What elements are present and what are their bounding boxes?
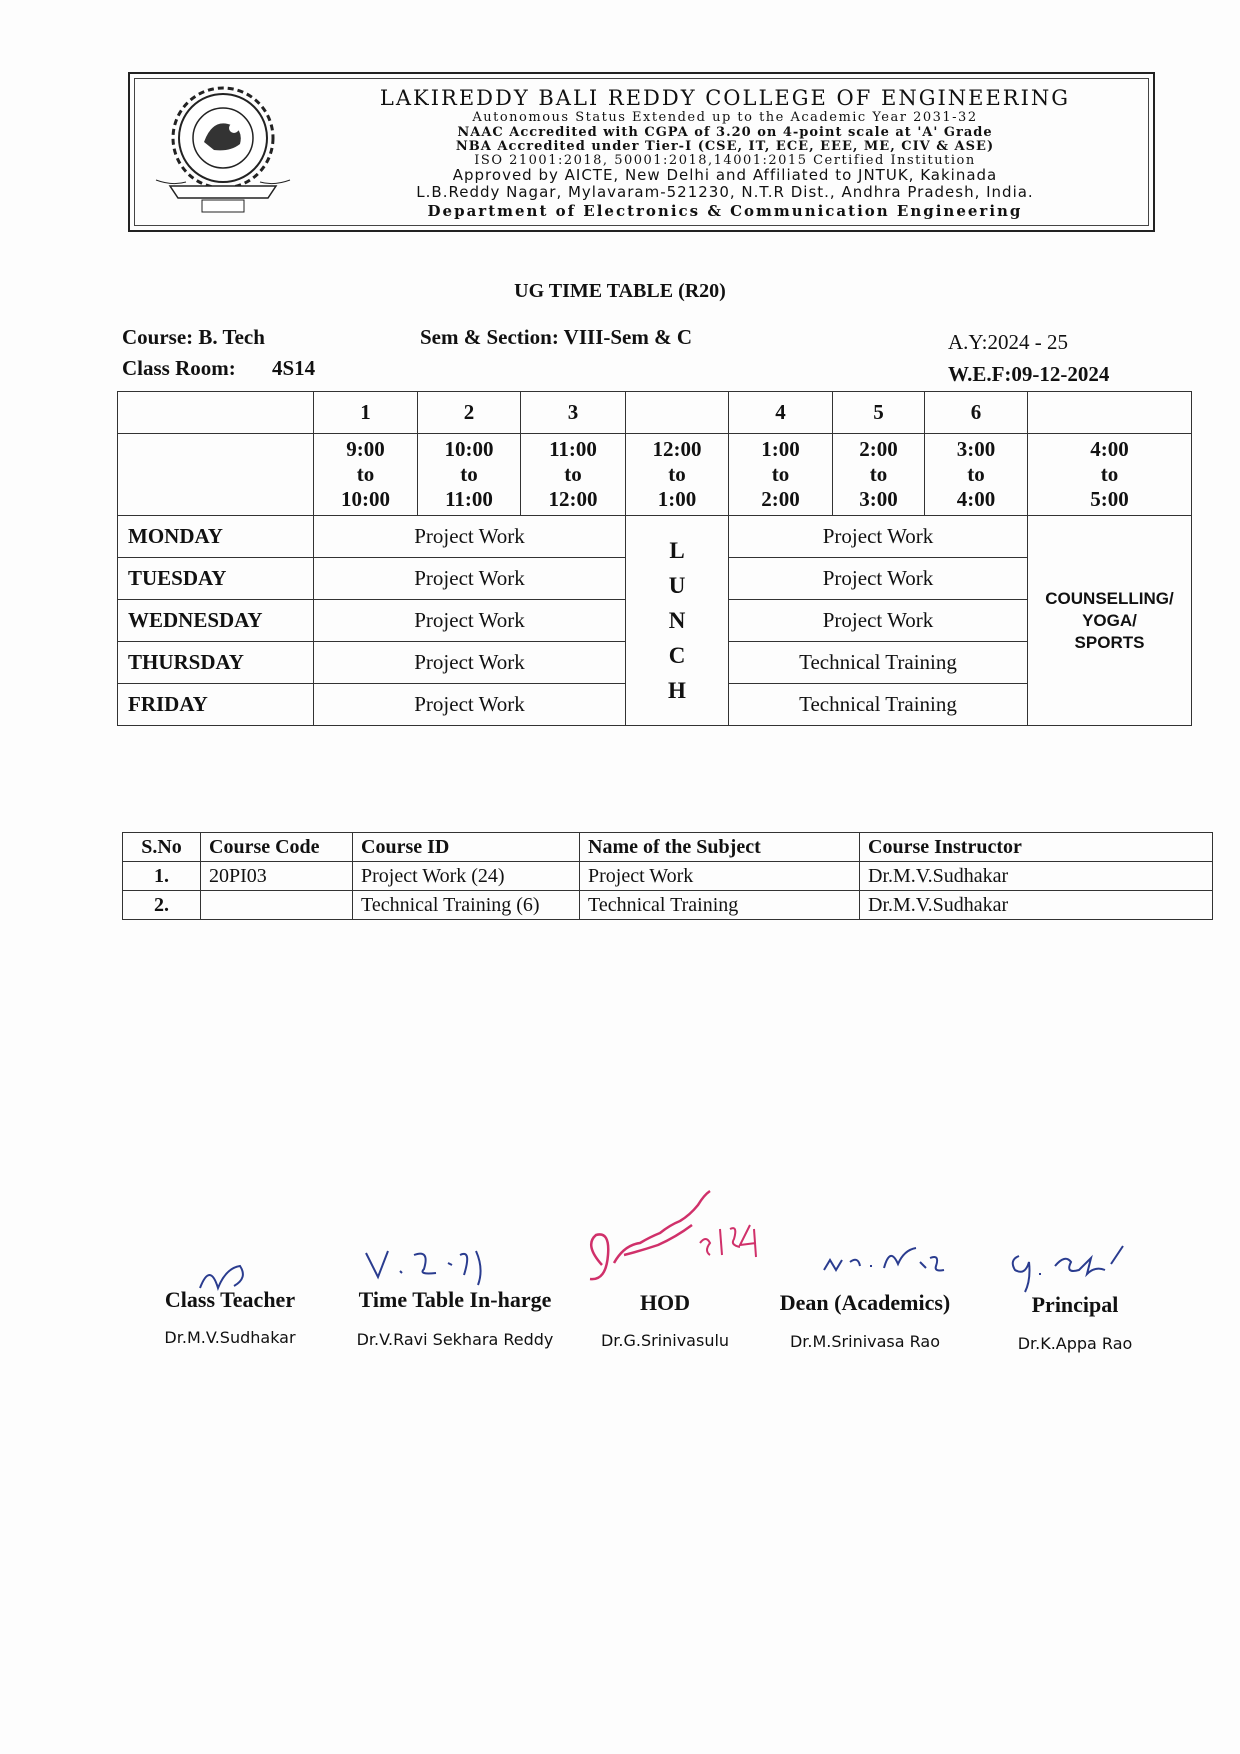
afternoon-session: Technical Training	[729, 642, 1028, 684]
period-number: 6	[925, 392, 1028, 434]
period-number: 2	[418, 392, 521, 434]
morning-session: Project Work	[314, 600, 626, 642]
iso-certification: ISO 21001:2018, 50001:2018,14001:2015 Certified Institution	[474, 153, 976, 168]
morning-session: Project Work	[314, 516, 626, 558]
day-label: WEDNESDAY	[118, 600, 314, 642]
time-slot: 2:00 to 3:00	[833, 434, 925, 516]
wef-date: W.E.F:09-12-2024	[948, 362, 1110, 386]
course-label: Course: B. Tech	[122, 325, 265, 349]
academic-year: A.Y:2024 - 25	[948, 330, 1068, 354]
time-row	[118, 434, 1192, 516]
lunch-break: L U N C H	[626, 516, 729, 726]
time-slot: 12:00 to 1:00	[626, 434, 729, 516]
signatory-name: Dr.K.Appa Rao	[1017, 1334, 1133, 1353]
period-number: 4	[729, 392, 833, 434]
period-number: 1	[314, 392, 418, 434]
period-number: 5	[833, 392, 925, 434]
course-id: Technical Training (6)	[353, 891, 580, 920]
day-label: MONDAY	[118, 516, 314, 558]
column-header: Course ID	[353, 833, 580, 862]
course-instructor: Dr.M.V.Sudhakar	[860, 862, 1213, 891]
course-id: Project Work (24)	[353, 862, 580, 891]
afternoon-session: Technical Training	[729, 684, 1028, 726]
serial-number: 2.	[123, 891, 201, 920]
day-label: TUESDAY	[118, 558, 314, 600]
time-slot: 9:00 to 10:00	[314, 434, 418, 516]
afternoon-session: Project Work	[729, 600, 1028, 642]
naac-accreditation: NAAC Accredited with CGPA of 3.20 on 4-point scale at 'A' Grade	[457, 125, 993, 140]
serial-number: 1.	[123, 862, 201, 891]
day-label: FRIDAY	[118, 684, 314, 726]
day-row	[118, 516, 1192, 558]
column-header: Course Code	[201, 833, 353, 862]
approval-line: Approved by AICTE, New Delhi and Affiliated to JNTUK, Kakinada	[452, 166, 998, 184]
morning-session: Project Work	[314, 684, 626, 726]
page-title: UG TIME TABLE (R20)	[514, 280, 726, 302]
afternoon-session: Project Work	[729, 516, 1028, 558]
classroom-label: Class Room:	[122, 356, 236, 380]
signatory-name: Dr.M.V.Sudhakar	[164, 1328, 296, 1347]
course-code	[201, 891, 353, 920]
signatory-role: Time Table In-harge	[358, 1287, 552, 1312]
table-row	[123, 862, 1213, 891]
time-slot: 10:00 to 11:00	[418, 434, 521, 516]
course-table-header	[123, 833, 1213, 862]
morning-session: Project Work	[314, 642, 626, 684]
subject-name: Project Work	[580, 862, 860, 891]
signatory-role: HOD	[639, 1290, 691, 1315]
college-logo	[152, 82, 294, 214]
nba-accreditation: NBA Accredited under Tier-I (CSE, IT, ECE, EEE, ME, CIV & ASE)	[455, 139, 995, 154]
college-name: LAKIREDDY BALI REDDY COLLEGE OF ENGINEERING	[379, 86, 1071, 110]
day-label: THURSDAY	[118, 642, 314, 684]
signatory-name: Dr.G.Srinivasulu	[600, 1331, 730, 1350]
signatory-role: Dean (Academics)	[779, 1290, 951, 1315]
blank-cell	[118, 434, 314, 516]
period-number: 3	[521, 392, 626, 434]
period-number-row	[118, 392, 1192, 434]
table-row	[123, 891, 1213, 920]
sem-section: Sem & Section: VIII-Sem & C	[420, 325, 693, 349]
time-table	[117, 391, 1192, 726]
signatory-name: Dr.M.Srinivasa Rao	[789, 1332, 941, 1351]
dean-signature	[820, 1240, 960, 1290]
time-slot: 11:00 to 12:00	[521, 434, 626, 516]
course-code: 20PI03	[201, 862, 353, 891]
column-header: S.No	[123, 833, 201, 862]
course-table	[122, 832, 1213, 920]
column-header: Name of the Subject	[580, 833, 860, 862]
course-instructor: Dr.M.V.Sudhakar	[860, 891, 1213, 920]
hod-signature	[580, 1185, 780, 1295]
period-number	[626, 392, 729, 434]
signatory-role: Principal	[1031, 1292, 1119, 1317]
department-name: Department of Electronics & Communication Engineering	[427, 202, 1023, 220]
corner-cell	[118, 392, 314, 434]
signatory-role: Class Teacher	[164, 1287, 296, 1312]
subject-name: Technical Training	[580, 891, 860, 920]
morning-session: Project Work	[314, 558, 626, 600]
afternoon-session: Project Work	[729, 558, 1028, 600]
autonomous-status: Autonomous Status Extended up to the Academic Year 2031-32	[472, 110, 978, 125]
classroom-value: 4S14	[272, 356, 316, 380]
time-slot: 3:00 to 4:00	[925, 434, 1028, 516]
column-header: Course Instructor	[860, 833, 1213, 862]
time-slot: 4:00 to 5:00	[1028, 434, 1192, 516]
period-number	[1028, 392, 1192, 434]
address-line: L.B.Reddy Nagar, Mylavaram-521230, N.T.R Dist., Andhra Pradesh, India.	[416, 183, 1034, 201]
counselling-yoga-sports: COUNSELLING/ YOGA/ SPORTS	[1028, 516, 1192, 726]
principal-signature	[1005, 1240, 1135, 1300]
signatory-name: Dr.V.Ravi Sekhara Reddy	[356, 1330, 554, 1349]
time-slot: 1:00 to 2:00	[729, 434, 833, 516]
